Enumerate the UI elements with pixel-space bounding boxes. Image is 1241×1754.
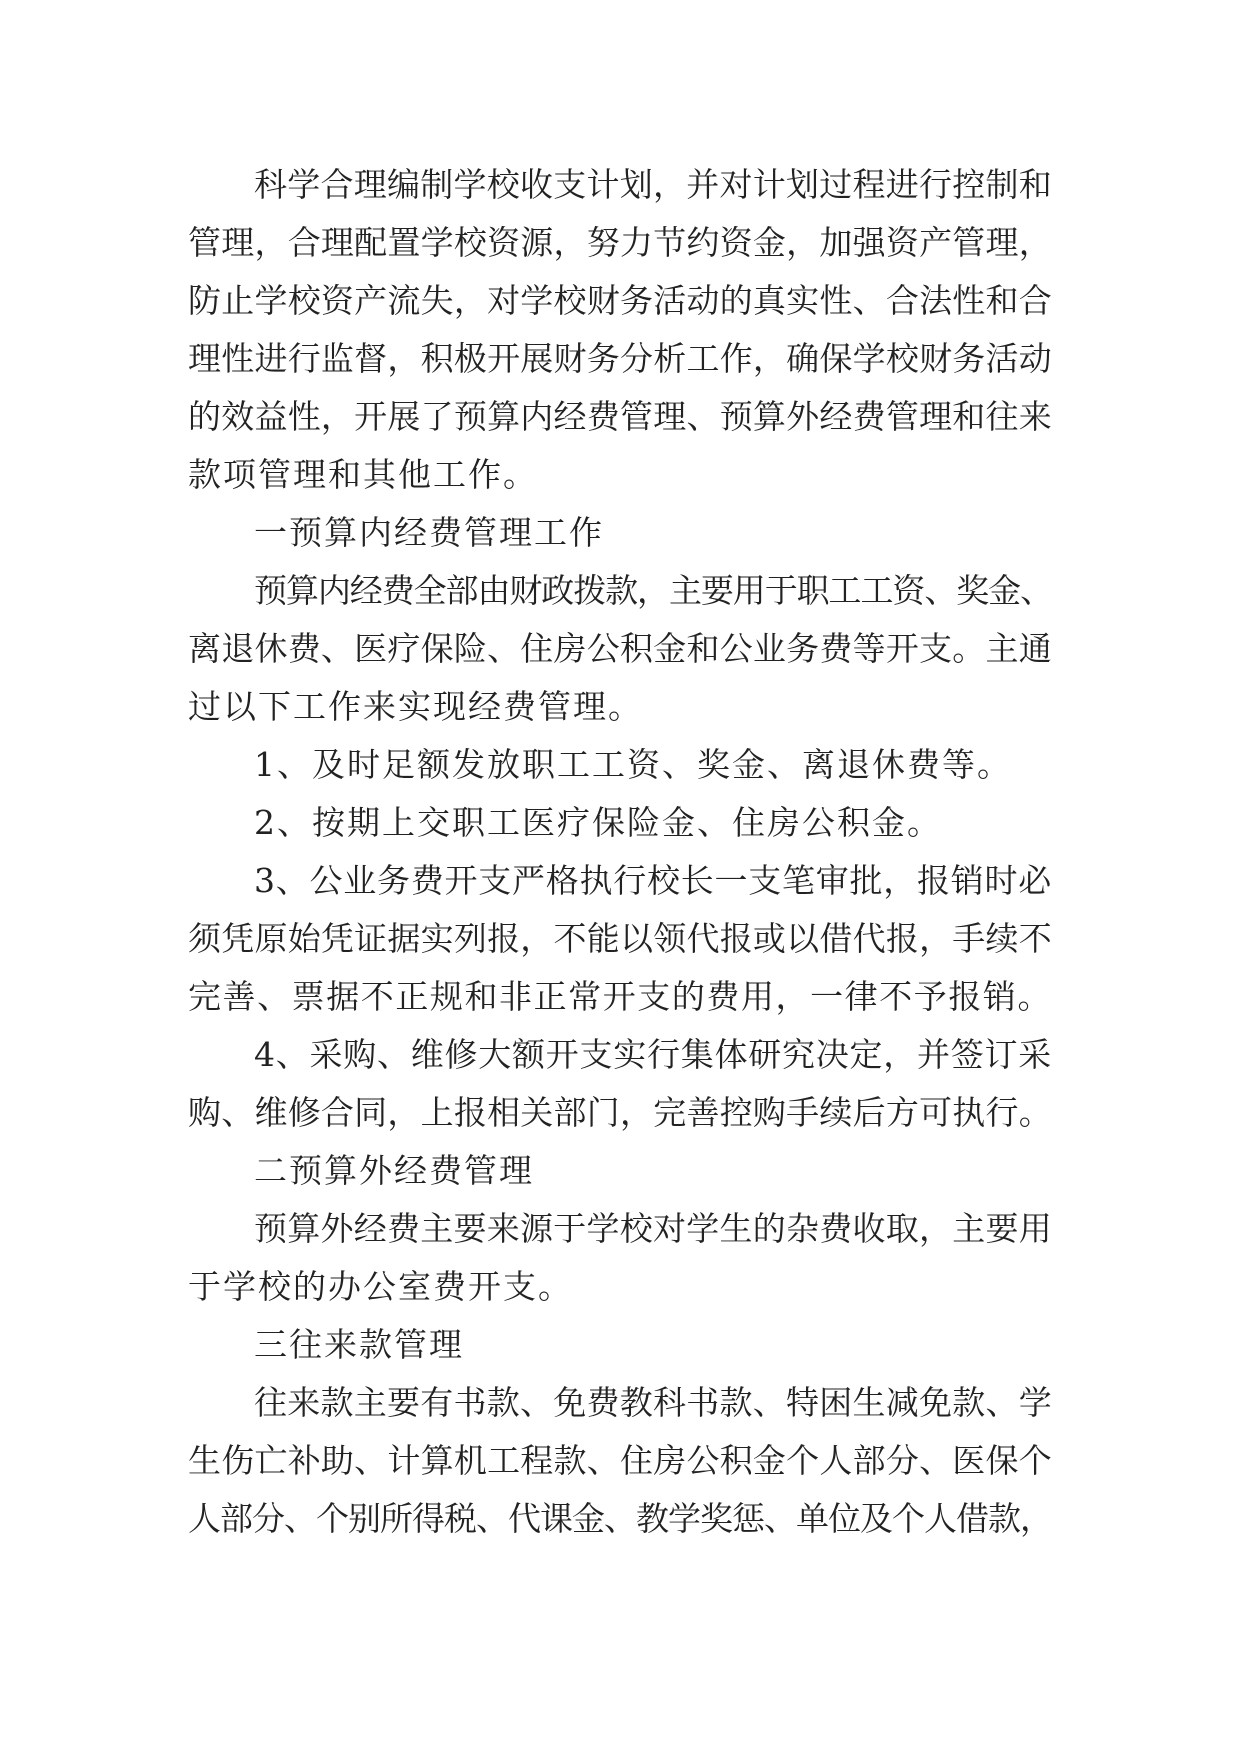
paragraph-line: 管理，合理配置学校资源，努力节约资金，加强资产管理， bbox=[188, 223, 1052, 262]
paragraph-line: 人部分、个别所得税、代课金、教学奖惩、单位及个人借款， bbox=[188, 1499, 1052, 1538]
paragraph-line: 须凭原始凭证据实列报，不能以领代报或以借代报，手续不 bbox=[188, 919, 1052, 958]
paragraph-first-line: 2、按期上交职工医疗保险金、住房公积金。 bbox=[254, 803, 942, 842]
paragraph-first-line: 三往来款管理 bbox=[254, 1325, 464, 1364]
paragraph-line: 过以下工作来实现经费管理。 bbox=[188, 687, 643, 726]
paragraph-line: 离退休费、医疗保险、住房公积金和公业务费等开支。主通 bbox=[188, 629, 1052, 668]
paragraph-first-line: 1、及时足额发放职工工资、奖金、离退休费等。 bbox=[254, 745, 1012, 784]
paragraph-first-line: 往来款主要有书款、免费教科书款、特困生减免款、学 bbox=[254, 1383, 1052, 1422]
paragraph-first-line: 一预算内经费管理工作 bbox=[254, 513, 604, 552]
paragraph-line: 款项管理和其他工作。 bbox=[188, 455, 538, 494]
paragraph-line: 理性进行监督，积极开展财务分析工作，确保学校财务活动 bbox=[188, 339, 1052, 378]
paragraph-first-line: 二预算外经费管理 bbox=[254, 1151, 534, 1190]
document-body bbox=[188, 156, 1052, 1548]
paragraph-first-line: 3、公业务费开支严格执行校长一支笔审批，报销时必 bbox=[254, 861, 1052, 900]
paragraph-first-line: 预算内经费全部由财政拨款，主要用于职工工资、奖金、 bbox=[254, 571, 1053, 610]
paragraph-first-line: 科学合理编制学校收支计划，并对计划过程进行控制和 bbox=[254, 165, 1052, 204]
paragraph-first-line: 预算外经费主要来源于学校对学生的杂费收取，主要用 bbox=[254, 1209, 1052, 1248]
paragraph-line: 完善、票据不正规和非正常开支的费用，一律不予报销。 bbox=[188, 977, 1052, 1016]
paragraph-line: 防止学校资产流失，对学校财务活动的真实性、合法性和合 bbox=[188, 281, 1052, 320]
paragraph-line: 于学校的办公室费开支。 bbox=[188, 1267, 573, 1306]
paragraph-line: 的效益性，开展了预算内经费管理、预算外经费管理和往来 bbox=[188, 397, 1052, 436]
paragraph-line: 生伤亡补助、计算机工程款、住房公积金个人部分、医保个 bbox=[188, 1441, 1052, 1480]
paragraph-line: 购、维修合同，上报相关部门，完善控购手续后方可执行。 bbox=[188, 1093, 1052, 1132]
paragraph-first-line: 4、采购、维修大额开支实行集体研究决定，并签订采 bbox=[254, 1035, 1052, 1074]
